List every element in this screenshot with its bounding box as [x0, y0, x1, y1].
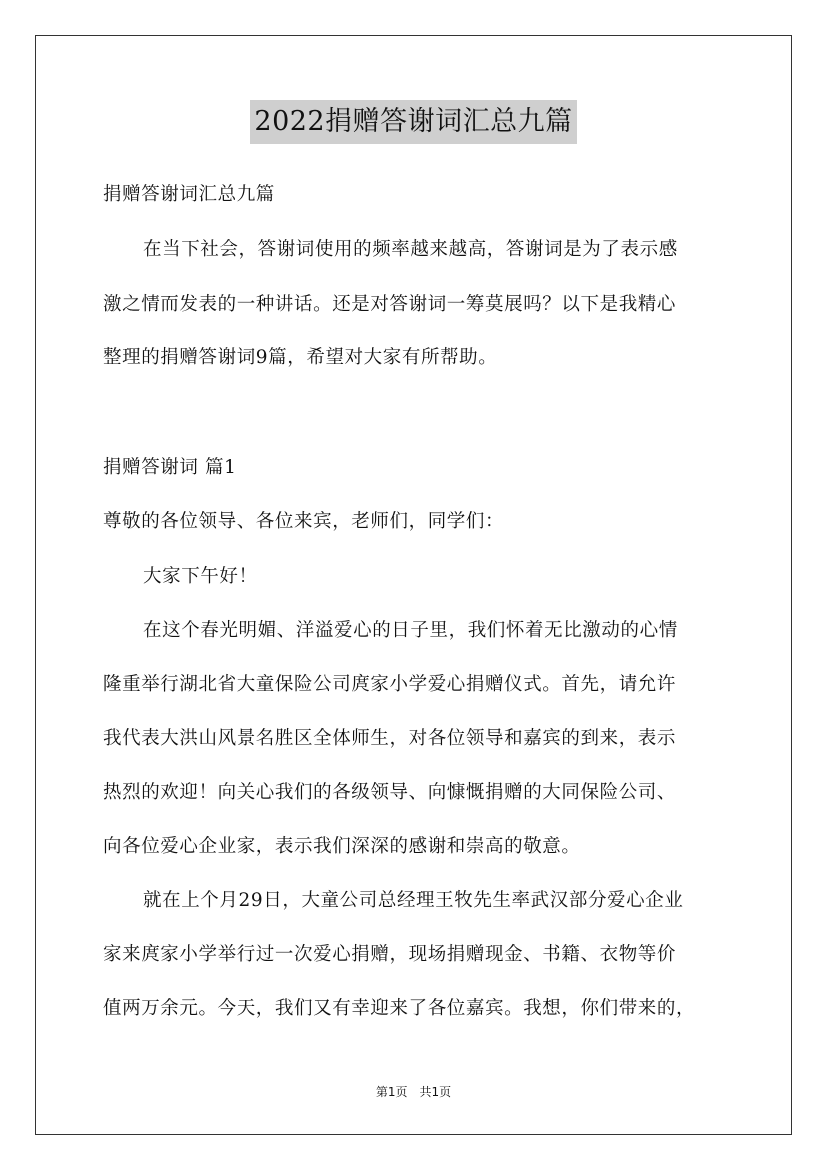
document-title-text: 2022捐赠答谢词汇总九篇	[250, 100, 576, 144]
section-heading: 捐赠答谢词 篇1	[103, 457, 237, 478]
page-number-footer: 第1页 共1页	[375, 1085, 452, 1099]
paragraph-line: 向各位爱心企业家，表示我们深深的感谢和崇高的敬意。	[103, 836, 581, 857]
paragraph-line: 值两万余元。今天，我们又有幸迎来了各位嘉宾。我想，你们带来的，	[103, 998, 696, 1019]
paragraph-line: 隆重举行湖北省大童保险公司庹家小学爱心捐赠仪式。首先，请允许	[103, 674, 677, 695]
intro-line: 在当下社会，答谢词使用的频率越来越高，答谢词是为了表示感	[143, 239, 678, 260]
paragraph-line: 在这个春光明媚、洋溢爱心的日子里，我们怀着无比激动的心情	[143, 620, 678, 641]
paragraph-line: 家来庹家小学举行过一次爱心捐赠，现场捐赠现金、书籍、衣物等价	[103, 944, 677, 965]
salutation: 尊敬的各位领导、各位来宾，老师们，同学们：	[103, 511, 505, 532]
paragraph-line: 就在上个月29日，大童公司总经理王牧先生率武汉部分爱心企业	[143, 890, 684, 911]
greeting: 大家下午好！	[143, 566, 258, 587]
document-title	[0, 100, 827, 144]
intro-line: 整理的捐赠答谢词9篇，希望对大家有所帮助。	[103, 347, 498, 368]
subtitle: 捐赠答谢词汇总九篇	[103, 184, 275, 205]
paragraph-line: 我代表大洪山风景名胜区全体师生，对各位领导和嘉宾的到来，表示	[103, 728, 677, 749]
intro-line: 激之情而发表的一种讲话。还是对答谢词一筹莫展吗？以下是我精心	[103, 294, 677, 315]
paragraph-line: 热烈的欢迎！向关心我们的各级领导、向慷慨捐赠的大同保险公司、	[103, 782, 677, 803]
